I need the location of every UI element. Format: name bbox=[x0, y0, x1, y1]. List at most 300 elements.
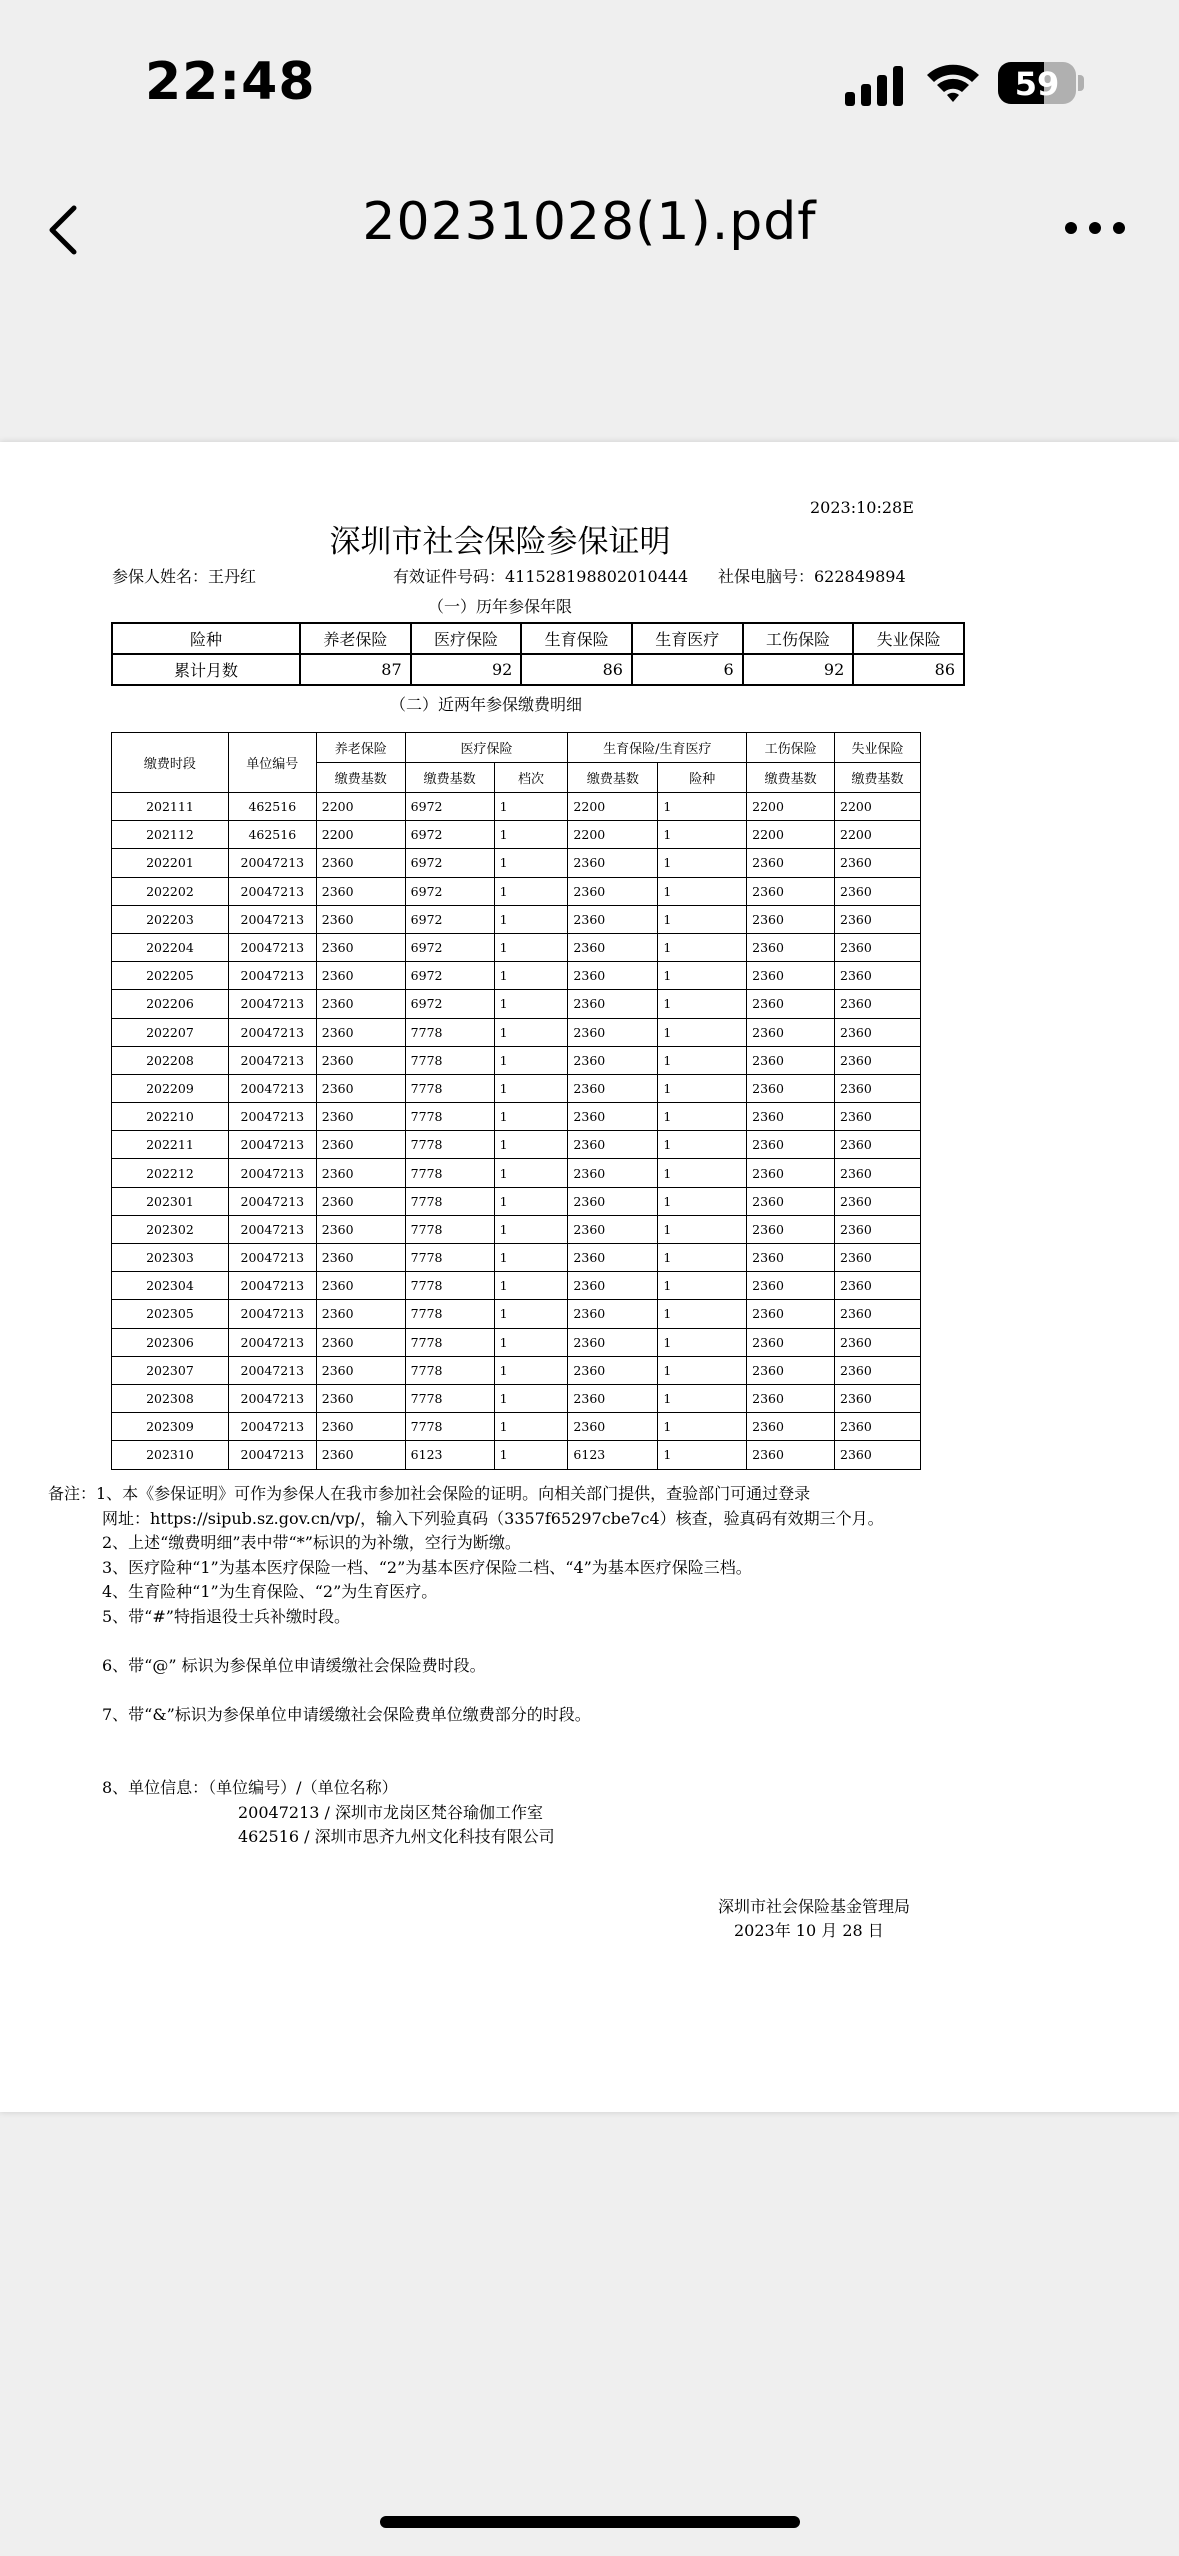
table-cell: 2360 bbox=[835, 1074, 921, 1102]
doc-print-date: 2023:10:28E bbox=[810, 498, 914, 517]
table-cell: 2360 bbox=[316, 1413, 405, 1441]
table-cell: 1 bbox=[494, 990, 568, 1018]
table-cell: 7778 bbox=[405, 1187, 494, 1215]
table-cell: 20047213 bbox=[228, 990, 316, 1018]
section-contribution-years: （一）历年参保年限 bbox=[427, 597, 572, 616]
table-cell: 2360 bbox=[568, 1046, 658, 1074]
table-cell: 202203 bbox=[112, 905, 229, 933]
table-cell: 1 bbox=[658, 1187, 747, 1215]
table-cell: 2360 bbox=[316, 1215, 405, 1243]
table-cell: 7778 bbox=[405, 1413, 494, 1441]
table-cell: 20047213 bbox=[228, 933, 316, 961]
table-cell: 2200 bbox=[835, 793, 921, 821]
table-cell: 2360 bbox=[568, 1413, 658, 1441]
table-row bbox=[112, 1159, 921, 1187]
summary-table bbox=[111, 622, 965, 686]
table-cell: 2360 bbox=[835, 1215, 921, 1243]
table-cell: 2360 bbox=[747, 877, 835, 905]
table-cell: 2200 bbox=[316, 821, 405, 849]
table-cell: 2360 bbox=[747, 933, 835, 961]
table-cell: 1 bbox=[658, 1384, 747, 1412]
table-cell: 202111 bbox=[112, 793, 229, 821]
table-cell: 1 bbox=[494, 1103, 568, 1131]
summary-header-cell: 失业保险 bbox=[853, 623, 964, 654]
table-cell: 2200 bbox=[747, 821, 835, 849]
table-cell: 1 bbox=[494, 849, 568, 877]
table-cell: 202205 bbox=[112, 962, 229, 990]
table-row bbox=[112, 1103, 921, 1131]
table-cell: 2360 bbox=[568, 849, 658, 877]
table-cell: 202112 bbox=[112, 821, 229, 849]
table-cell: 1 bbox=[658, 1159, 747, 1187]
more-options-button[interactable] bbox=[1055, 200, 1135, 260]
summary-header-cell: 工伤保险 bbox=[743, 623, 854, 654]
table-cell: 20047213 bbox=[228, 1441, 316, 1469]
subheader-type: 险种 bbox=[658, 763, 747, 793]
table-cell: 2360 bbox=[568, 1356, 658, 1384]
more-dots-icon bbox=[1065, 222, 1077, 234]
summary-value-cell: 92 bbox=[743, 654, 854, 685]
table-row bbox=[112, 1018, 921, 1046]
table-cell: 202307 bbox=[112, 1356, 229, 1384]
table-cell: 20047213 bbox=[228, 1018, 316, 1046]
table-cell: 6972 bbox=[405, 990, 494, 1018]
table-cell: 2360 bbox=[316, 1103, 405, 1131]
table-cell: 6972 bbox=[405, 821, 494, 849]
table-cell: 1 bbox=[658, 1272, 747, 1300]
summary-value-cell: 86 bbox=[853, 654, 964, 685]
table-cell: 2360 bbox=[568, 1131, 658, 1159]
table-cell: 202310 bbox=[112, 1441, 229, 1469]
table-cell: 2360 bbox=[747, 1187, 835, 1215]
table-cell: 202305 bbox=[112, 1300, 229, 1328]
header-maternity: 生育保险/生育医疗 bbox=[568, 733, 747, 763]
table-cell: 7778 bbox=[405, 1131, 494, 1159]
table-row bbox=[112, 821, 921, 849]
table-cell: 2360 bbox=[835, 849, 921, 877]
table-cell: 2360 bbox=[835, 1441, 921, 1469]
table-cell: 2360 bbox=[835, 1413, 921, 1441]
home-indicator[interactable] bbox=[380, 2516, 800, 2528]
table-cell: 1 bbox=[494, 1441, 568, 1469]
table-cell: 1 bbox=[494, 1187, 568, 1215]
table-cell: 1 bbox=[658, 1356, 747, 1384]
table-cell: 2360 bbox=[316, 1300, 405, 1328]
remark-line: 8、单位信息：（单位编号）/（单位名称） bbox=[102, 1778, 398, 1797]
table-cell: 2360 bbox=[568, 1384, 658, 1412]
table-cell: 2360 bbox=[568, 1074, 658, 1102]
table-cell: 202304 bbox=[112, 1272, 229, 1300]
table-cell: 2360 bbox=[568, 877, 658, 905]
table-row bbox=[112, 990, 921, 1018]
table-cell: 1 bbox=[658, 1215, 747, 1243]
table-cell: 2360 bbox=[316, 1046, 405, 1074]
table-cell: 2360 bbox=[316, 1441, 405, 1469]
status-bar bbox=[0, 0, 1179, 170]
table-cell: 2200 bbox=[835, 821, 921, 849]
table-cell: 462516 bbox=[228, 821, 316, 849]
table-cell: 1 bbox=[658, 1103, 747, 1131]
table-row bbox=[112, 905, 921, 933]
wifi-icon bbox=[925, 60, 981, 106]
table-cell: 6123 bbox=[405, 1441, 494, 1469]
table-cell: 7778 bbox=[405, 1356, 494, 1384]
summary-row-label: 累计月数 bbox=[112, 654, 300, 685]
table-cell: 2360 bbox=[747, 1413, 835, 1441]
table-cell: 1 bbox=[658, 1046, 747, 1074]
document-title: 20231028(1).pdf bbox=[362, 192, 817, 252]
table-cell: 2360 bbox=[316, 877, 405, 905]
table-cell: 2360 bbox=[316, 1384, 405, 1412]
table-cell: 202302 bbox=[112, 1215, 229, 1243]
table-cell: 1 bbox=[494, 962, 568, 990]
table-cell: 1 bbox=[658, 877, 747, 905]
summary-value-cell: 87 bbox=[300, 654, 411, 685]
table-row bbox=[112, 1328, 921, 1356]
table-cell: 2360 bbox=[568, 1103, 658, 1131]
table-cell: 2360 bbox=[568, 1272, 658, 1300]
table-cell: 7778 bbox=[405, 1300, 494, 1328]
table-row bbox=[112, 1244, 921, 1272]
table-cell: 202306 bbox=[112, 1328, 229, 1356]
table-cell: 1 bbox=[494, 1159, 568, 1187]
table-cell: 20047213 bbox=[228, 1074, 316, 1102]
header-period: 缴费时段 bbox=[112, 733, 229, 793]
table-cell: 2360 bbox=[835, 877, 921, 905]
table-cell: 7778 bbox=[405, 1046, 494, 1074]
table-row bbox=[112, 933, 921, 961]
summary-value-row bbox=[112, 654, 964, 685]
table-cell: 2360 bbox=[747, 1046, 835, 1074]
summary-header-cell: 养老保险 bbox=[300, 623, 411, 654]
remark-line: 网址：https://sipub.sz.gov.cn/vp/，输入下列验真码（3357f65297cbe7c4）核查，验真码有效期三个月。 bbox=[102, 1508, 884, 1528]
table-cell: 202208 bbox=[112, 1046, 229, 1074]
table-row bbox=[112, 962, 921, 990]
table-cell: 1 bbox=[658, 1441, 747, 1469]
issuer-name: 深圳市社会保险基金管理局 bbox=[718, 1897, 911, 1916]
table-cell: 202212 bbox=[112, 1159, 229, 1187]
subheader-base: 缴费基数 bbox=[835, 763, 921, 793]
table-row bbox=[112, 1131, 921, 1159]
remark-line: 备注：1、本《参保证明》可作为参保人在我市参加社会保险的证明。向相关部门提供，查验部门可通过登录 bbox=[48, 1484, 811, 1503]
table-cell: 2360 bbox=[568, 1300, 658, 1328]
table-cell: 1 bbox=[658, 1413, 747, 1441]
remark-line: 462516 / 深圳市思齐九州文化科技有限公司 bbox=[238, 1827, 555, 1846]
table-cell: 2360 bbox=[747, 1244, 835, 1272]
table-cell: 2360 bbox=[568, 1215, 658, 1243]
table-row bbox=[112, 849, 921, 877]
table-cell: 1 bbox=[494, 1272, 568, 1300]
table-cell: 2360 bbox=[568, 933, 658, 961]
id-number: 有效证件号码：411528198802010444 bbox=[393, 567, 689, 586]
table-cell: 2360 bbox=[747, 1103, 835, 1131]
battery-icon bbox=[998, 62, 1076, 104]
table-cell: 1 bbox=[494, 1215, 568, 1243]
table-cell: 7778 bbox=[405, 1384, 494, 1412]
table-cell: 20047213 bbox=[228, 1413, 316, 1441]
table-cell: 6972 bbox=[405, 849, 494, 877]
remark-line: 3、医疗险种“1”为基本医疗保险一档、“2”为基本医疗保险二档、“4”为基本医疗保险三档。 bbox=[102, 1557, 752, 1577]
table-cell: 20047213 bbox=[228, 1328, 316, 1356]
table-cell: 2360 bbox=[316, 1328, 405, 1356]
table-cell: 2360 bbox=[316, 1272, 405, 1300]
remark-line bbox=[102, 1629, 884, 1654]
subheader-base: 缴费基数 bbox=[405, 763, 494, 793]
table-cell: 20047213 bbox=[228, 1215, 316, 1243]
table-row bbox=[112, 1300, 921, 1328]
table-cell: 202211 bbox=[112, 1131, 229, 1159]
remark-line: 20047213 / 深圳市龙岗区梵谷瑜伽工作室 bbox=[238, 1802, 544, 1822]
table-cell: 1 bbox=[658, 1131, 747, 1159]
chevron-left-icon bbox=[40, 190, 120, 270]
table-cell: 2360 bbox=[747, 1441, 835, 1469]
table-cell: 2360 bbox=[747, 990, 835, 1018]
table-cell: 7778 bbox=[405, 1328, 494, 1356]
table-cell: 1 bbox=[494, 1244, 568, 1272]
table-cell: 20047213 bbox=[228, 1244, 316, 1272]
table-cell: 2360 bbox=[747, 849, 835, 877]
table-cell: 202204 bbox=[112, 933, 229, 961]
table-cell: 1 bbox=[658, 1328, 747, 1356]
table-cell: 202201 bbox=[112, 849, 229, 877]
table-cell: 1 bbox=[494, 1074, 568, 1102]
table-cell: 2360 bbox=[316, 905, 405, 933]
table-cell: 202210 bbox=[112, 1103, 229, 1131]
remark-line: 6、带“@” 标识为参保单位申请缓缴社会保险费时段。 bbox=[102, 1655, 486, 1675]
table-row bbox=[112, 793, 921, 821]
table-cell: 7778 bbox=[405, 1159, 494, 1187]
subheader-base: 缴费基数 bbox=[568, 763, 658, 793]
table-cell: 2360 bbox=[316, 1244, 405, 1272]
remark-line: 7、带“&”标识为参保单位申请缓缴社会保险费单位缴费部分的时段。 bbox=[102, 1704, 591, 1724]
status-time: 22:48 bbox=[145, 52, 316, 112]
table-cell: 1 bbox=[658, 990, 747, 1018]
table-cell: 2200 bbox=[316, 793, 405, 821]
table-cell: 1 bbox=[494, 793, 568, 821]
table-cell: 2360 bbox=[835, 1159, 921, 1187]
summary-header-row bbox=[112, 623, 964, 654]
table-cell: 2360 bbox=[568, 962, 658, 990]
table-cell: 2360 bbox=[835, 1300, 921, 1328]
table-cell: 20047213 bbox=[228, 849, 316, 877]
table-cell: 2360 bbox=[747, 1018, 835, 1046]
table-cell: 1 bbox=[658, 933, 747, 961]
summary-header-cell: 生育保险 bbox=[521, 623, 632, 654]
table-cell: 2200 bbox=[568, 821, 658, 849]
table-cell: 2360 bbox=[835, 1046, 921, 1074]
issue-date: 2023年 10 月 28 日 bbox=[734, 1921, 884, 1940]
table-cell: 2360 bbox=[316, 1131, 405, 1159]
battery-cap bbox=[1078, 75, 1084, 91]
table-row bbox=[112, 1215, 921, 1243]
table-row bbox=[112, 1356, 921, 1384]
table-cell: 6972 bbox=[405, 793, 494, 821]
table-cell: 2360 bbox=[316, 990, 405, 1018]
table-cell: 202301 bbox=[112, 1187, 229, 1215]
table-cell: 1 bbox=[658, 905, 747, 933]
cellular-signal-icon bbox=[845, 62, 907, 106]
table-cell: 20047213 bbox=[228, 1300, 316, 1328]
table-cell: 1 bbox=[658, 1244, 747, 1272]
table-cell: 2360 bbox=[747, 1356, 835, 1384]
table-cell: 2360 bbox=[568, 1018, 658, 1046]
table-cell: 2360 bbox=[747, 1328, 835, 1356]
summary-value-cell: 92 bbox=[411, 654, 522, 685]
summary-header-cell: 生育医疗 bbox=[632, 623, 743, 654]
remark-line bbox=[102, 1678, 884, 1703]
table-cell: 7778 bbox=[405, 1244, 494, 1272]
table-cell: 2360 bbox=[835, 1356, 921, 1384]
summary-header-cell: 险种 bbox=[112, 623, 300, 654]
table-cell: 2360 bbox=[568, 905, 658, 933]
table-cell: 1 bbox=[494, 1046, 568, 1074]
table-cell: 2360 bbox=[316, 849, 405, 877]
table-cell: 2360 bbox=[835, 1384, 921, 1412]
table-cell: 2360 bbox=[747, 962, 835, 990]
table-cell: 1 bbox=[658, 821, 747, 849]
table-cell: 20047213 bbox=[228, 1384, 316, 1412]
table-cell: 2360 bbox=[316, 1356, 405, 1384]
table-cell: 1 bbox=[494, 1328, 568, 1356]
table-cell: 20047213 bbox=[228, 1356, 316, 1384]
remark-line: 5、带“#”特指退役士兵补缴时段。 bbox=[102, 1606, 350, 1626]
table-cell: 6972 bbox=[405, 905, 494, 933]
remark-line: 4、生育险种“1”为生育保险、“2”为生育医疗。 bbox=[102, 1582, 438, 1601]
table-cell: 202308 bbox=[112, 1384, 229, 1412]
summary-header-cell: 医疗保险 bbox=[411, 623, 522, 654]
table-cell: 2360 bbox=[568, 990, 658, 1018]
table-cell: 6123 bbox=[568, 1441, 658, 1469]
table-cell: 1 bbox=[494, 905, 568, 933]
table-cell: 20047213 bbox=[228, 962, 316, 990]
header-pension: 养老保险 bbox=[316, 733, 405, 763]
table-cell: 20047213 bbox=[228, 1159, 316, 1187]
table-cell: 2360 bbox=[747, 1159, 835, 1187]
table-cell: 1 bbox=[658, 793, 747, 821]
table-cell: 462516 bbox=[228, 793, 316, 821]
remarks bbox=[48, 1482, 884, 1850]
table-cell: 20047213 bbox=[228, 1103, 316, 1131]
table-cell: 202202 bbox=[112, 877, 229, 905]
table-cell: 1 bbox=[658, 849, 747, 877]
back-button[interactable] bbox=[40, 190, 120, 270]
table-cell: 2360 bbox=[835, 1244, 921, 1272]
table-cell: 7778 bbox=[405, 1018, 494, 1046]
table-cell: 202209 bbox=[112, 1074, 229, 1102]
table-cell: 2360 bbox=[747, 1215, 835, 1243]
table-cell: 1 bbox=[494, 1413, 568, 1441]
table-cell: 7778 bbox=[405, 1215, 494, 1243]
table-cell: 2360 bbox=[316, 1074, 405, 1102]
table-row bbox=[112, 1272, 921, 1300]
subheader-grade: 档次 bbox=[494, 763, 568, 793]
table-cell: 2360 bbox=[747, 1300, 835, 1328]
table-cell: 2360 bbox=[747, 1074, 835, 1102]
table-cell: 1 bbox=[494, 1356, 568, 1384]
table-cell: 2360 bbox=[835, 1103, 921, 1131]
table-cell: 2360 bbox=[747, 1272, 835, 1300]
table-cell: 2360 bbox=[568, 1187, 658, 1215]
summary-value-cell: 86 bbox=[521, 654, 632, 685]
table-row bbox=[112, 1384, 921, 1412]
table-cell: 20047213 bbox=[228, 877, 316, 905]
table-cell: 1 bbox=[494, 821, 568, 849]
table-cell: 202309 bbox=[112, 1413, 229, 1441]
table-cell: 2360 bbox=[835, 933, 921, 961]
table-cell: 2360 bbox=[747, 1384, 835, 1412]
table-row bbox=[112, 1046, 921, 1074]
doc-title: 深圳市社会保险参保证明 bbox=[329, 524, 671, 560]
remark-line bbox=[102, 1752, 884, 1777]
table-cell: 2360 bbox=[835, 905, 921, 933]
table-cell: 2360 bbox=[835, 1328, 921, 1356]
table-cell: 1 bbox=[494, 1131, 568, 1159]
table-cell: 2360 bbox=[747, 905, 835, 933]
subheader-base: 缴费基数 bbox=[316, 763, 405, 793]
summary-value-cell: 6 bbox=[632, 654, 743, 685]
table-cell: 202303 bbox=[112, 1244, 229, 1272]
section-payment-details: （二）近两年参保缴费明细 bbox=[389, 695, 582, 714]
table-cell: 202206 bbox=[112, 990, 229, 1018]
table-cell: 20047213 bbox=[228, 1046, 316, 1074]
remark-line bbox=[102, 1727, 884, 1752]
detail-body bbox=[112, 793, 921, 1470]
table-cell: 2200 bbox=[747, 793, 835, 821]
table-cell: 2360 bbox=[316, 1187, 405, 1215]
table-cell: 2360 bbox=[835, 1187, 921, 1215]
table-cell: 2360 bbox=[568, 1244, 658, 1272]
table-cell: 2360 bbox=[568, 1159, 658, 1187]
table-cell: 1 bbox=[494, 1300, 568, 1328]
table-cell: 2360 bbox=[316, 1159, 405, 1187]
table-row bbox=[112, 877, 921, 905]
remark-line: 2、上述“缴费明细”表中带“*”标识的为补缴，空行为断缴。 bbox=[102, 1533, 521, 1552]
header-unit-id: 单位编号 bbox=[228, 733, 316, 793]
header-medical: 医疗保险 bbox=[405, 733, 568, 763]
table-cell: 2360 bbox=[835, 1272, 921, 1300]
table-cell: 2360 bbox=[316, 933, 405, 961]
table-row bbox=[112, 1413, 921, 1441]
table-cell: 6972 bbox=[405, 962, 494, 990]
header-injury: 工伤保险 bbox=[747, 733, 835, 763]
table-cell: 2360 bbox=[568, 1328, 658, 1356]
table-cell: 1 bbox=[494, 1384, 568, 1412]
table-cell: 6972 bbox=[405, 933, 494, 961]
table-cell: 2200 bbox=[568, 793, 658, 821]
table-row bbox=[112, 1441, 921, 1469]
table-cell: 20047213 bbox=[228, 1131, 316, 1159]
pdf-page[interactable] bbox=[0, 442, 1179, 2112]
table-cell: 2360 bbox=[835, 1018, 921, 1046]
table-cell: 1 bbox=[658, 1018, 747, 1046]
table-cell: 2360 bbox=[835, 962, 921, 990]
table-cell: 20047213 bbox=[228, 1187, 316, 1215]
table-cell: 2360 bbox=[835, 1131, 921, 1159]
table-cell: 2360 bbox=[835, 990, 921, 1018]
table-cell: 1 bbox=[658, 1300, 747, 1328]
table-cell: 7778 bbox=[405, 1103, 494, 1131]
table-cell: 1 bbox=[494, 1018, 568, 1046]
table-cell: 2360 bbox=[747, 1131, 835, 1159]
table-cell: 2360 bbox=[316, 962, 405, 990]
table-cell: 20047213 bbox=[228, 905, 316, 933]
payment-detail-table bbox=[111, 732, 921, 1470]
subheader-base: 缴费基数 bbox=[747, 763, 835, 793]
battery-percent: 59 bbox=[1014, 65, 1060, 103]
table-cell: 20047213 bbox=[228, 1272, 316, 1300]
table-row bbox=[112, 1187, 921, 1215]
social-security-number: 社保电脑号：622849894 bbox=[718, 567, 906, 586]
